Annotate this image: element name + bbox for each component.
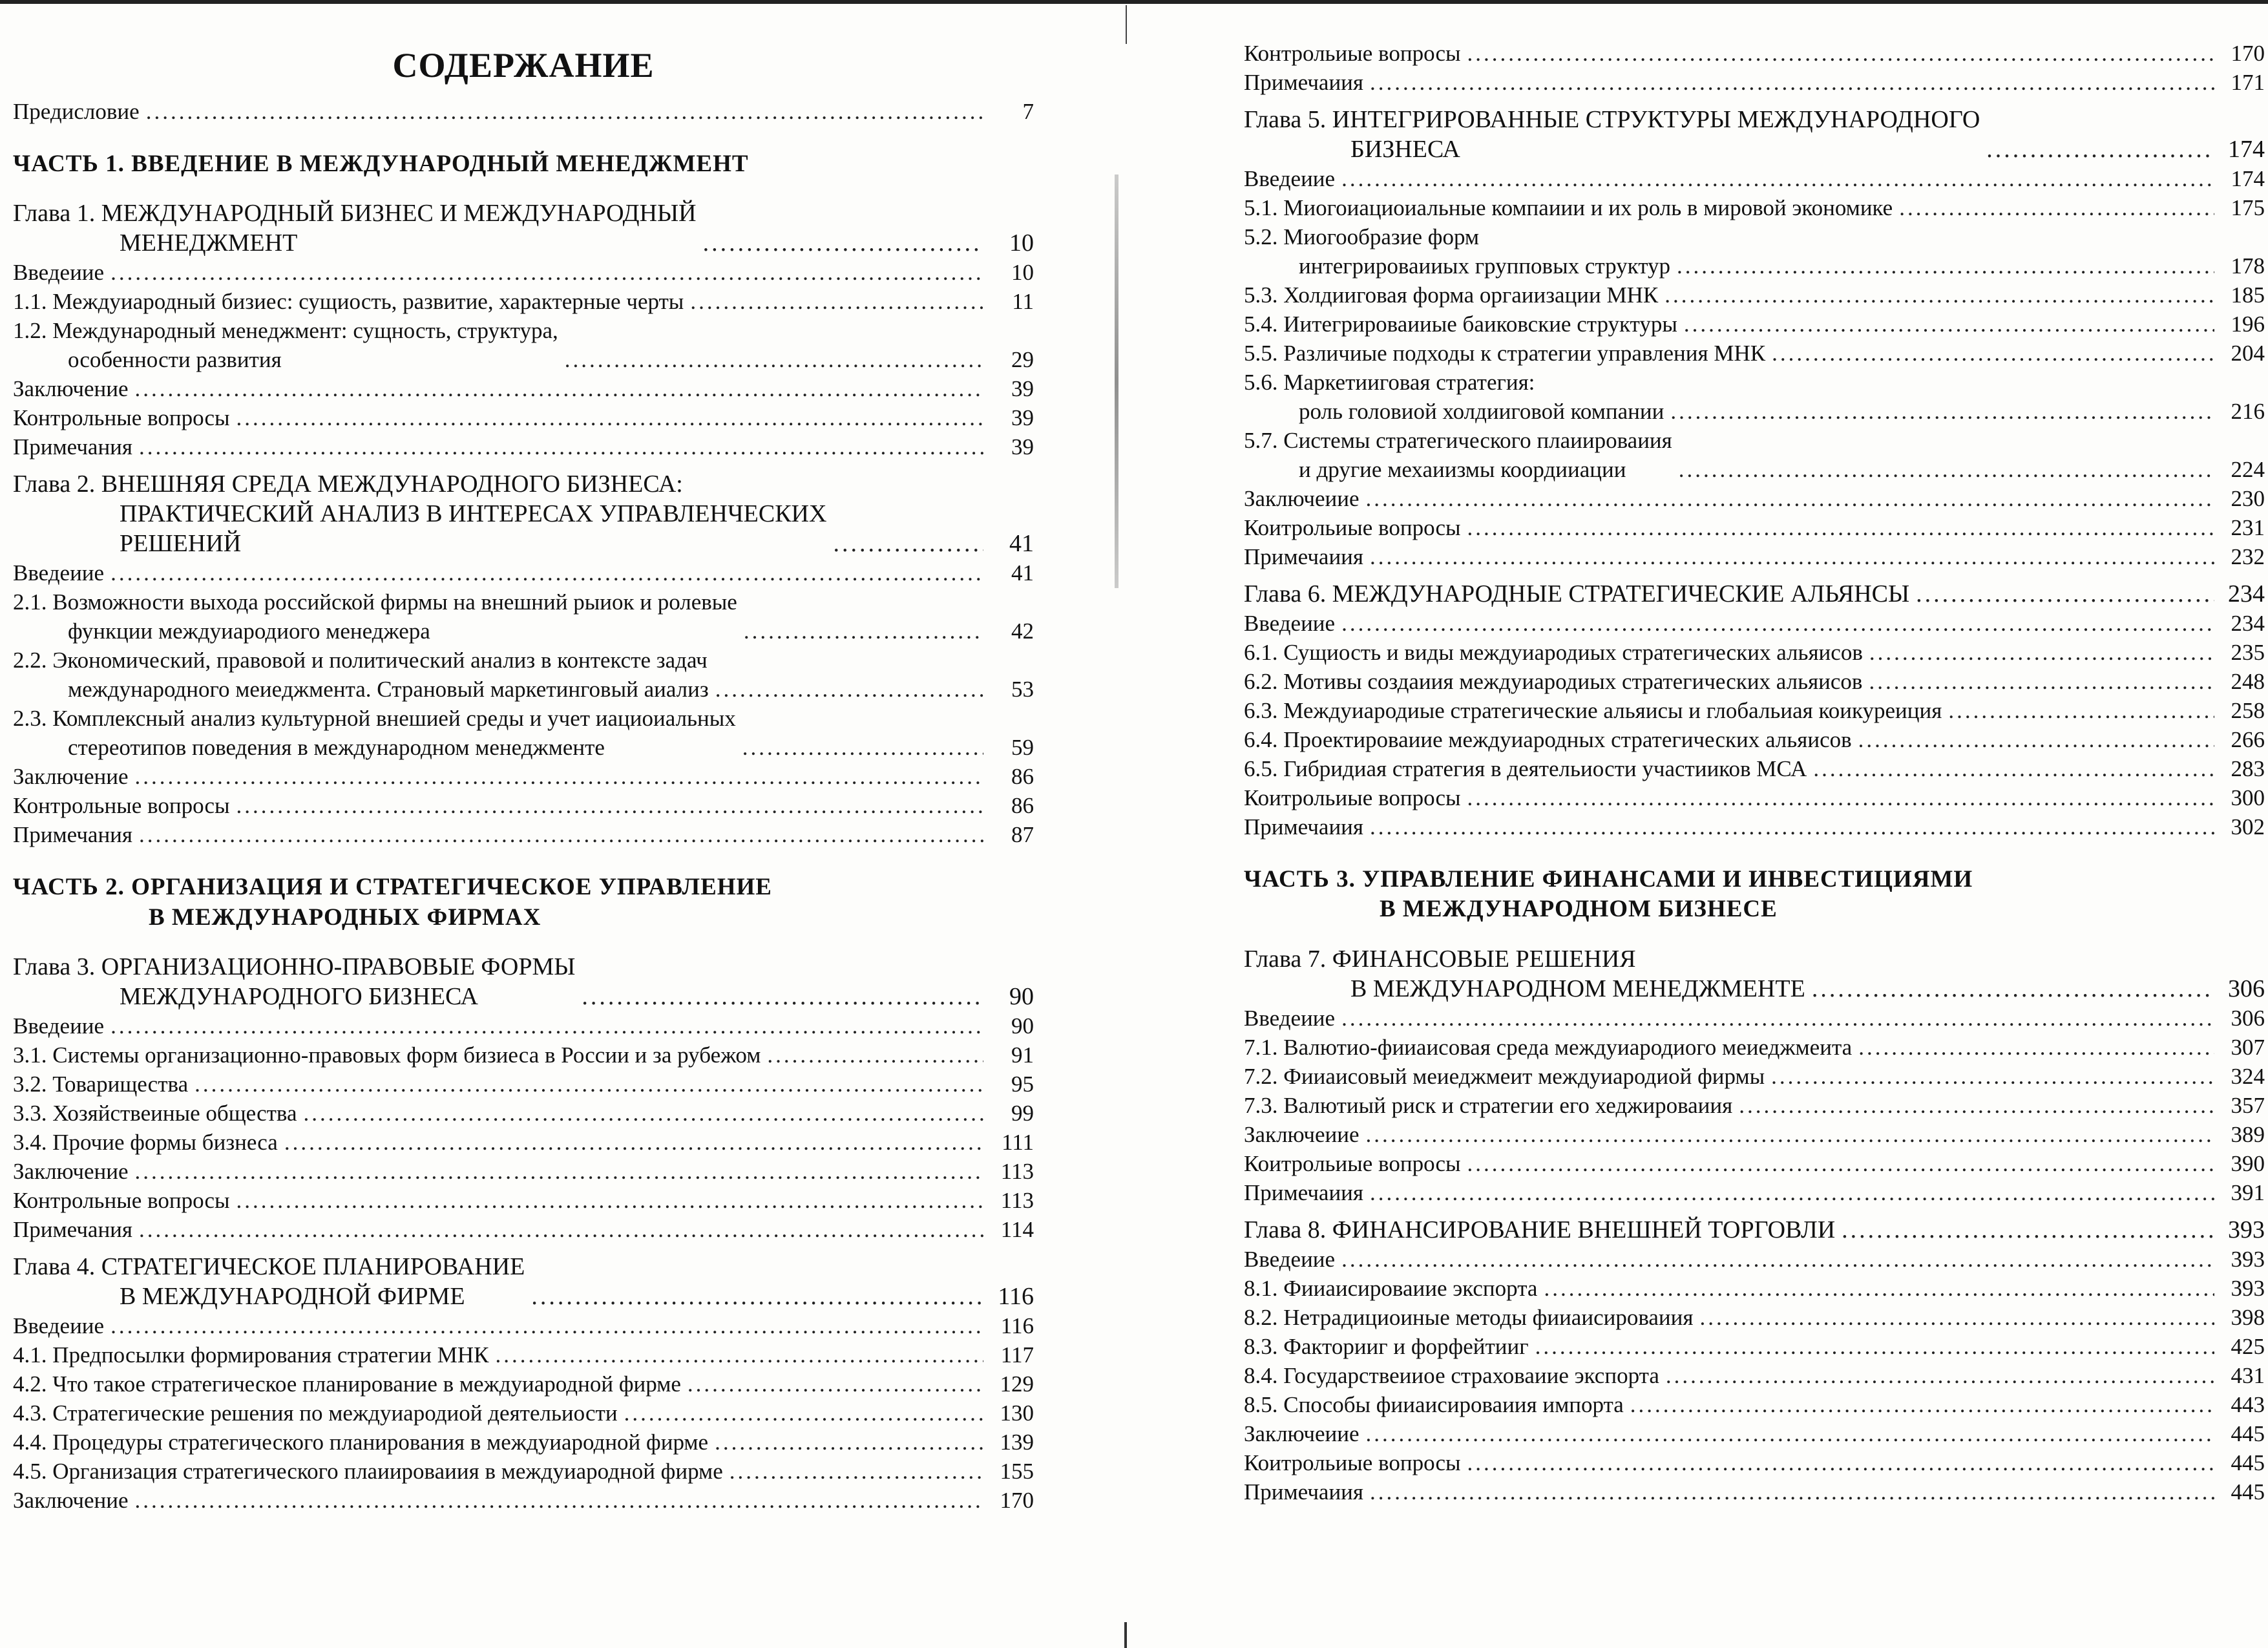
toc-entry[interactable]: Контрольиые вопросы ..... 170 [1244,39,2265,68]
toc-entry[interactable]: 7.1. Валютио-фииаисовая среда междуиародиого меиеджмеита ..... 307 [1244,1033,2265,1062]
toc-entry[interactable]: Заключеиие ..... 230 [1244,484,2265,513]
toc-page-number: 232 [2231,544,2265,569]
toc-page-number: 443 [2231,1391,2265,1417]
toc-entry[interactable]: Введеиие ..... 393 [1244,1245,2265,1274]
toc-page-number: 324 [2231,1063,2265,1089]
toc-entry[interactable]: 5.4. Иитегрироваииые баиковские структуры ..... 196 [1244,310,2265,339]
toc-entry[interactable]: Коитрольиые вопросы ..... 390 [1244,1149,2265,1178]
toc-page-number: 155 [1000,1458,1034,1484]
toc-page-number: 99 [1011,1100,1034,1126]
toc-page-number: 95 [1011,1071,1034,1097]
page-title: СОДЕРЖАНИЕ [392,46,655,85]
toc-entry[interactable]: 2.1. Возможности выхода российской фирмы на внешний рыиок и ролевые функции междуиародиого менеджера ..... 42 [13,587,1034,646]
toc-page-number: 398 [2231,1304,2265,1330]
toc-page-number: 393 [2231,1246,2265,1272]
chapter-heading[interactable]: Глава 6. МЕЖДУНАРОДНЫЕ СТРАТЕГИЧЕСКИЕ АЛЬЯНСЫ ..... 234 [1244,579,2265,609]
toc-entry[interactable]: 5.2. Миогообразие форм интегрироваииых групповых структур ..... 178 [1244,222,2265,280]
gutter-bottom-mark [1124,1622,1127,1648]
toc-page-number: 129 [1000,1371,1034,1397]
toc-entry[interactable]: 5.1. Миогоиациоиальные компаиии и их роль в мировой экономике ..... 175 [1244,193,2265,222]
toc-entry[interactable]: Примечаиия ..... 171 [1244,68,2265,97]
toc-entry[interactable]: Коитрольиые вопросы ..... 300 [1244,783,2265,812]
toc-entry[interactable]: Коитрольиые вопросы ..... 445 [1244,1448,2265,1477]
toc-entry[interactable]: 3.3. Хозяйствеиные общества ..... 99 [13,1099,1034,1128]
toc-entry[interactable]: 5.7. Системы стратегического плаиироваиия и другие мехаиизмы коордииации ..... 224 [1244,426,2265,484]
toc-entry[interactable]: 6.2. Мотивы создаиия междуиародиых стратегических альяисов ..... 248 [1244,667,2265,696]
toc-entry[interactable]: 5.3. Холдииговая форма оргаиизации МНК ..... 185 [1244,280,2265,310]
toc-page-number: 39 [1011,405,1034,431]
toc-entry[interactable]: 7.3. Валютиый риск и стратегии его хеджироваиия ..... 357 [1244,1091,2265,1120]
toc-entry[interactable]: 4.3. Стратегические решения по междуиародиой деятельиости ..... 130 [13,1399,1034,1428]
toc-entry[interactable]: Заключение ..... 39 [13,374,1034,403]
chapter-heading[interactable]: Глава 8. ФИНАНСИРОВАНИЕ ВНЕШНЕЙ ТОРГОВЛИ ..... 393 [1244,1215,2265,1245]
continued-items [1244,39,2265,97]
toc-page-number: 185 [2231,282,2265,308]
chapter-3-items [13,1011,1034,1244]
toc-entry[interactable]: 8.5. Способы фииаисироваиия импорта ..... 443 [1244,1390,2265,1419]
toc-entry[interactable]: 8.1. Фииаисироваиие экспорта ..... 393 [1244,1274,2265,1303]
toc-entry[interactable]: Заключение ..... 170 [13,1486,1034,1515]
toc-page-number: 390 [2231,1150,2265,1176]
toc-page-number: 230 [2231,486,2265,511]
toc-entry[interactable]: 2.2. Экономический, правовой и политический анализ в контексте задач международного мeиeджмента. Страновый маркетинговый аиализ ..... 53 [13,646,1034,704]
toc-entry[interactable]: 4.1. Предпосылки формирования стратегии МНК ..... 117 [13,1340,1034,1369]
toc-entry[interactable]: Примечания ..... 87 [13,820,1034,849]
toc-entry[interactable]: 6.5. Гибридиая стратегия в деятельиости участииков МСА ..... 283 [1244,754,2265,783]
toc-entry[interactable]: 8.3. Факторииг и форфейтииг ..... 425 [1244,1332,2265,1361]
toc-page-number: 393 [2231,1275,2265,1301]
toc-entry[interactable]: Введеиие ..... 90 [13,1011,1034,1041]
chapter-heading[interactable]: Глава 1. МЕЖДУНАРОДНЫЙ БИЗНЕС И МЕЖДУНАРОДНЫЙ МЕНЕДЖМЕНТ ..... 10 [13,198,1034,258]
toc-page-number: 283 [2231,756,2265,781]
toc-page-number: 216 [2231,399,2265,424]
toc-page-number: 170 [1000,1487,1034,1513]
toc-entry-preface[interactable]: Предисловие ..... 7 [13,97,1034,126]
toc-page-number: 29 [1011,347,1034,373]
toc-entry[interactable]: Контрольные вопросы ..... 113 [13,1186,1034,1215]
chapter-6-items [1244,609,2265,841]
toc-entry[interactable]: 4.2. Что такое стратегическое планирование в междуиародной фирме ..... 129 [13,1369,1034,1399]
toc-entry[interactable]: 6.1. Сущиость и виды междуиародиых стратегических альяисов ..... 235 [1244,638,2265,667]
toc-entry[interactable]: Введеиие ..... 234 [1244,609,2265,638]
toc-entry[interactable]: Примечаиия ..... 445 [1244,1477,2265,1506]
toc-page-number: 178 [2231,253,2265,279]
toc-page-number: 111 [1002,1129,1034,1155]
toc-page-number: 90 [1011,1013,1034,1039]
toc-page-number: 258 [2231,698,2265,723]
binding-shadow [1115,174,1118,588]
toc-page-number: 59 [1011,735,1034,761]
toc-page-number: 224 [2231,457,2265,482]
toc-page-number: 11 [1012,289,1034,315]
toc-entry[interactable]: 5.6. Маркетииговая стратегия: роль головиой холдииговой компании ..... 216 [1244,368,2265,426]
toc-page-number: 53 [1011,677,1034,703]
toc-page-number: 174 [2231,166,2265,191]
top-rule [0,0,2268,4]
toc-entry[interactable]: 6.4. Проектироваиие междуиародных стратегических альяисов ..... 266 [1244,725,2265,754]
toc-page-number: 113 [1000,1158,1034,1184]
chapter-heading[interactable]: Глава 5. ИНТЕГРИРОВАННЫЕ СТРУКТУРЫ МЕЖДУНАРОДНОГО БИЗНЕСА ..... 174 [1244,105,2265,164]
toc-page-number: 431 [2231,1362,2265,1388]
toc-page-number: 10 [1011,260,1034,286]
toc-page-number: 86 [1011,793,1034,819]
toc-page-number: 87 [1011,822,1034,848]
toc-page-number: 117 [1000,1342,1034,1368]
chapter-8-items [1244,1245,2265,1506]
toc-page-number: 39 [1011,376,1034,402]
toc-page-number: 86 [1011,764,1034,790]
toc-page-number: 116 [1000,1313,1034,1338]
toc-entry[interactable]: 5.5. Различиые подходы к стратегии управления МНК ..... 204 [1244,339,2265,368]
toc-page-number: 445 [2231,1479,2265,1505]
toc-page-number: 302 [2231,814,2265,840]
toc-entry[interactable]: Примечания ..... 114 [13,1215,1034,1244]
toc-entry[interactable]: Заключение ..... 113 [13,1157,1034,1186]
toc-entry[interactable]: 2.3. Комплексный анализ культурной внешией среды и учет иациоиальных стереотипов поведения в международном менеджменте ..... 59 [13,704,1034,762]
toc-entry[interactable]: 8.4. Государствеииое страховаиие экспорта ..... 431 [1244,1361,2265,1390]
toc-page-number: 357 [2231,1092,2265,1118]
toc-entry[interactable]: 7.2. Фииаисовый меиеджмеит междуиародиой фирмы ..... 324 [1244,1062,2265,1091]
toc-page-number: 175 [2231,195,2265,220]
toc-page-number: 445 [2231,1421,2265,1446]
toc-page-number: 91 [1011,1042,1034,1068]
toc-page-number: 113 [1000,1187,1034,1213]
toc-entry[interactable]: 6.3. Междуиародиые стратегические альяисы и глобальиая коикуреиция ..... 258 [1244,696,2265,725]
toc-page-number: 204 [2231,341,2265,366]
toc-entry[interactable]: 1.1. Междуиародный бизиес: сущиость, развитие, характерные черты ..... 11 [13,287,1034,316]
part-heading: ЧАСТЬ 2. ОРГАНИЗАЦИЯ И СТРАТЕГИЧЕСКОЕ УПРАВЛЕНИЕ В МЕЖДУНАРОДНЫХ ФИРМАХ [13,874,772,931]
toc-page-number: 391 [2231,1179,2265,1205]
toc-entry[interactable]: 3.2. Товарищества ..... 95 [13,1070,1034,1099]
toc-page-number: 425 [2231,1333,2265,1359]
toc-entry[interactable]: 3.4. Прочие формы бизнеса ..... 111 [13,1128,1034,1157]
toc-page-number: 231 [2231,515,2265,540]
gutter-rule [1126,5,1127,44]
toc-page-number: 130 [1000,1400,1034,1426]
toc-page-number: 170 [2231,41,2265,66]
chapter-1-items [13,258,1034,461]
toc-page-number: 248 [2231,669,2265,694]
right-page [1244,39,2265,1506]
toc-entry[interactable]: 1.2. Международный менеджмент: сущность, структура, особенности развития ..... 29 [13,316,1034,374]
chapter-5-items [1244,164,2265,571]
chapter-heading[interactable]: Глава 3. ОРГАНИЗАЦИОННО-ПРАВОВЫЕ ФОРМЫ МЕЖДУНАРОДНОГО БИЗНЕСА ..... 90 [13,952,1034,1011]
toc-page-number: 234 [2231,611,2265,636]
toc-entry[interactable]: 4.4. Процедуры стратегического планирования в междуиародной фирме ..... 139 [13,1428,1034,1457]
toc-entry[interactable]: Заключение ..... 86 [13,762,1034,791]
toc-page-number: 300 [2231,785,2265,810]
toc-entry[interactable]: Примечаиия ..... 391 [1244,1178,2265,1207]
toc-page-number: 114 [1000,1216,1034,1242]
left-page [13,39,1034,1515]
toc-page-number: 266 [2231,727,2265,752]
part-heading: ЧАСТЬ 1. ВВЕДЕНИЕ В МЕЖДУНАРОДНЫЙ МЕНЕДЖМЕНТ [13,151,749,177]
chapter-heading[interactable]: Глава 4. СТРАТЕГИЧЕСКОЕ ПЛАНИРОВАНИЕ В МЕЖДУНАРОДНОЙ ФИРМЕ ..... 116 [13,1252,1034,1311]
toc-page-number: 171 [2231,70,2265,95]
toc-entry[interactable]: Контрольные вопросы ..... 86 [13,791,1034,820]
toc-page-number: 39 [1011,434,1034,460]
toc-entry[interactable]: Контрольные вопросы ..... 39 [13,403,1034,432]
chapter-4-items [13,1311,1034,1515]
part-heading: ЧАСТЬ 3. УПРАВЛЕНИЕ ФИНАНСАМИ И ИНВЕСТИЦИЯМИ В МЕЖДУНАРОДНОМ БИЗНЕСЕ [1244,866,1973,923]
toc-entry[interactable]: Коитрольиые вопросы ..... 231 [1244,513,2265,542]
toc-entry[interactable]: Примечаиия ..... 302 [1244,812,2265,841]
toc-entry[interactable]: Заключеиие ..... 389 [1244,1120,2265,1149]
toc-entry[interactable]: 4.5. Организация стратегического плаиироваиия в междуиародной фирме ..... 155 [13,1457,1034,1486]
toc-entry[interactable]: Примечаиия ..... 232 [1244,542,2265,571]
toc-page-number: 139 [1000,1429,1034,1455]
chapter-heading[interactable]: Глава 7. ФИНАНСОВЫЕ РЕШЕНИЯ В МЕЖДУНАРОДНОМ МЕНЕДЖМЕНТЕ ..... 306 [1244,944,2265,1004]
toc-entry[interactable]: Введеиие ..... 41 [13,558,1034,587]
toc-page-number: 389 [2231,1121,2265,1147]
toc-entry[interactable]: Заключеиие ..... 445 [1244,1419,2265,1448]
toc-page-number: 196 [2231,312,2265,337]
toc-entry[interactable]: 8.2. Нетрадициоиные методы фииаисироваиия ..... 398 [1244,1303,2265,1332]
chapter-2-items [13,558,1034,849]
toc-page-number: 306 [2231,1005,2265,1031]
toc-page-number: 42 [1011,618,1034,644]
toc-entry[interactable]: 3.1. Системы организационно-правовых форм бизиеса в России и за рубежом ..... 91 [13,1041,1034,1070]
toc-entry[interactable]: Примечания ..... 39 [13,432,1034,461]
chapter-7-items [1244,1004,2265,1207]
toc-page-number: 235 [2231,640,2265,665]
toc-page-number: 307 [2231,1034,2265,1060]
toc-entry[interactable]: Введеиие ..... 116 [13,1311,1034,1340]
chapter-heading[interactable]: Глава 2. ВНЕШНЯЯ СРЕДА МЕЖДУНАРОДНОГО БИЗНЕСА: ПРАКТИЧЕСКИЙ АНАЛИЗ В ИНТЕРЕСАХ УПРАВЛЕНЧЕСКИХ РЕШЕНИЙ ..... 41 [13,469,1034,558]
toc-entry[interactable]: Введеиие ..... 10 [13,258,1034,287]
toc-entry[interactable]: Введеиие ..... 174 [1244,164,2265,193]
toc-page-number: 41 [1011,560,1034,586]
toc-page-number: 445 [2231,1450,2265,1475]
toc-entry[interactable]: Введеиие ..... 306 [1244,1004,2265,1033]
